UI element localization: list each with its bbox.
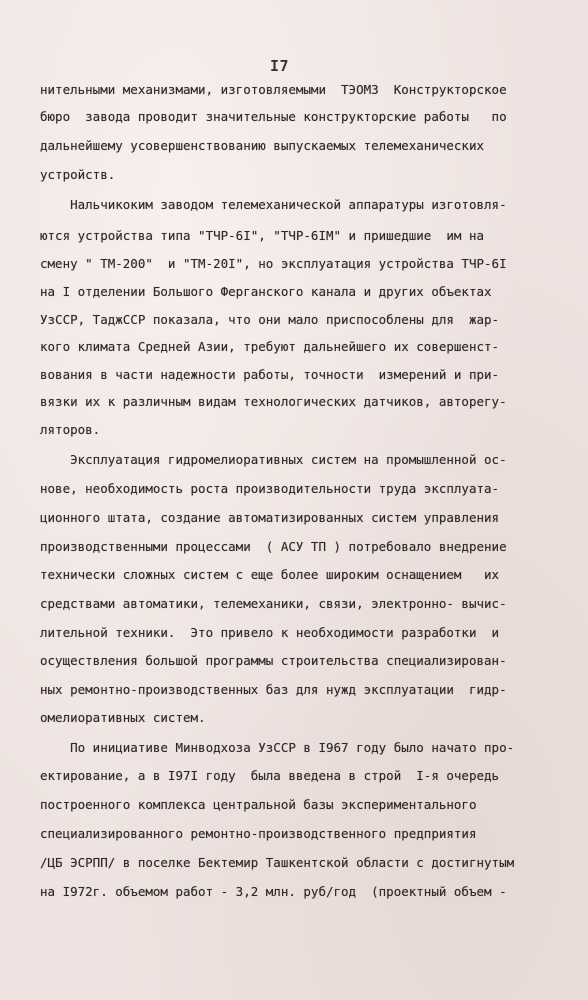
text-line: производственными процессами ( АСУ ТП ) потребовало внедрение (40, 539, 507, 554)
text-line: устройств. (40, 167, 116, 182)
text-line: ционного штата, создание автоматизированных систем управления (40, 510, 500, 525)
text-line: на I отделении Большого Ферганского канала и других объектах (40, 284, 492, 299)
text-line: ектирование, а в I97I году была введена в строй I-я очередь (40, 768, 500, 783)
text-line: специализированного ремонтно-производственного предприятия (40, 826, 477, 841)
text-line: омелиоративных систем. (40, 710, 206, 725)
text-line: По инициативе Минводхоза УзССР в I967 году было начато про- (40, 740, 515, 755)
text-line: лительной техники. Это привело к необходимости разработки и (40, 625, 500, 640)
text-line: УзССР, ТаджССР показала, что они мало приспособлены для жар- (40, 312, 500, 327)
text-line: смену " ТМ-200" и "ТМ-20I", но эксплуатация устройства ТЧР-6I (40, 256, 507, 271)
text-line: вования в части надежности работы, точности измерений и при- (40, 367, 500, 382)
text-line: нительными механизмами, изготовляемыми ТЭОМЗ Конструкторское (40, 82, 507, 97)
text-line: средствами автоматики, телемеханики, связи, электронно- вычис- (40, 596, 507, 611)
text-line: ных ремонтно-производственных баз для нужд эксплуатации гидр- (40, 682, 507, 697)
text-line: бюро завода проводит значительные конструкторские работы по (40, 109, 507, 124)
text-line: на I972г. объемом работ - 3,2 млн. руб/год (проектный объем - (40, 884, 507, 899)
text-line: кого климата Средней Азии, требуют дальнейшего их совершенст- (40, 339, 500, 354)
text-line: вязки их к различным видам технологических датчиков, авторегу- (40, 394, 507, 409)
text-line: Нальчикоким заводом телемеханической аппаратуры изготовля- (40, 197, 507, 212)
text-line: нове, необходимость роста производительности труда эксплуата- (40, 481, 500, 496)
page-number: I7 (270, 57, 290, 75)
text-line: ются устройства типа "ТЧР-6I", "ТЧР-6IМ" и пришедшие им на (40, 228, 485, 243)
text-line: дальнейшему усовершенствованию выпускаемых телемеханических (40, 138, 485, 153)
text-line: Эксплуатация гидромелиоративных систем на промышленной ос- (40, 452, 507, 467)
text-line: /ЦБ ЭСРПП/ в поселке Бектемир Ташкентской области с достигнутым (40, 855, 515, 870)
text-line: ляторов. (40, 422, 101, 437)
text-line: построенного комплекса центральной базы экспериментального (40, 797, 477, 812)
text-line: технически сложных систем с еще более широким оснащением их (40, 567, 500, 582)
text-line: осуществления большой программы строительства специализирован- (40, 653, 507, 668)
